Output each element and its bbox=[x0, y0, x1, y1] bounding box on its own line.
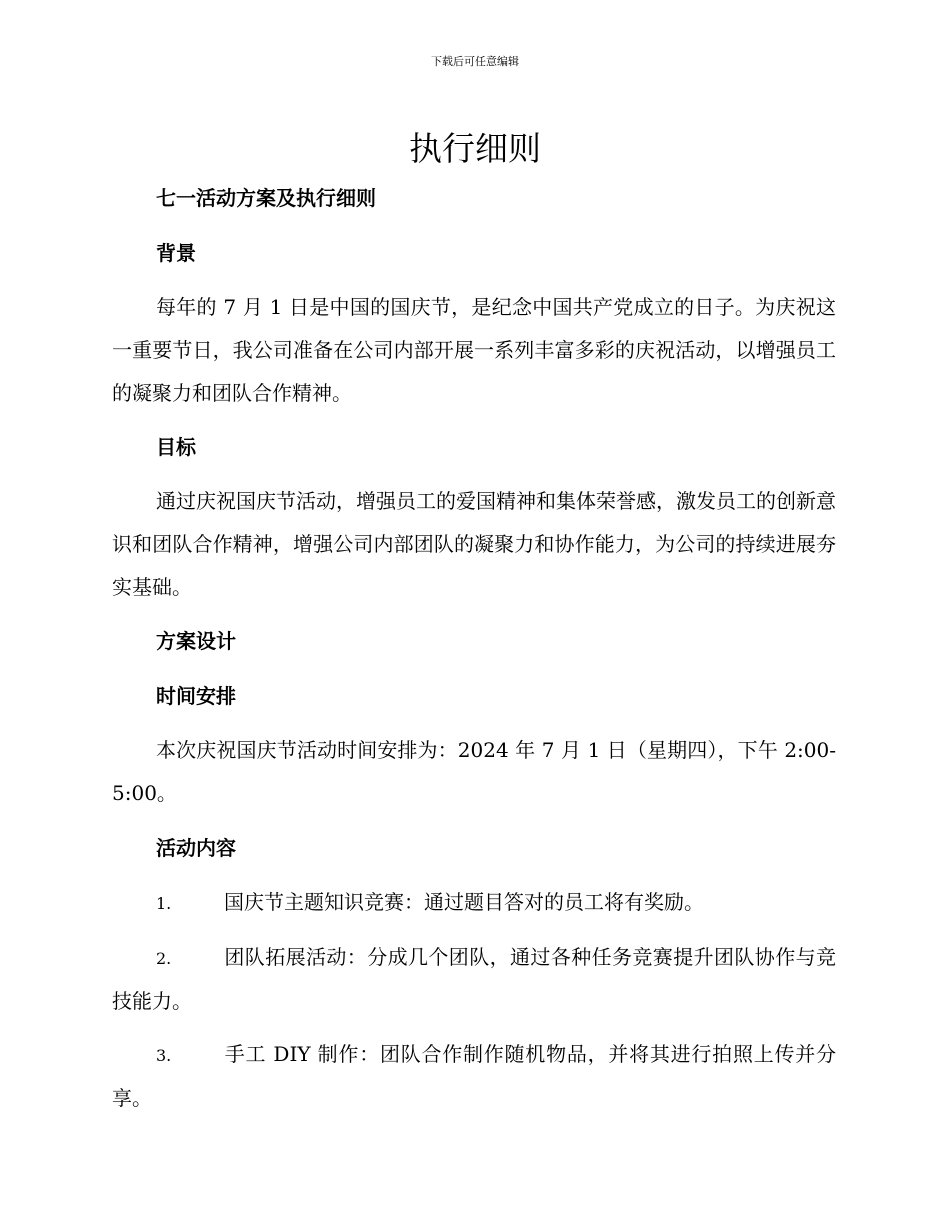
section-heading-background: 背景 bbox=[156, 241, 196, 265]
section-heading-schedule: 时间安排 bbox=[156, 684, 236, 708]
document-subtitle: 七一活动方案及执行细则 bbox=[156, 186, 376, 210]
list-item-text: 团队拓展活动：分成几个团队，通过各种任务竞赛提升团队协作与竞技能力。 bbox=[112, 945, 836, 1013]
list-item-number: 1. bbox=[156, 894, 172, 913]
list-item-text: 国庆节主题知识竞赛：通过题目答对的员工将有奖励。 bbox=[224, 890, 704, 914]
section-heading-goal: 目标 bbox=[156, 435, 196, 459]
list-item bbox=[112, 881, 836, 925]
list-item bbox=[112, 936, 836, 1023]
document-title: 执行细则 bbox=[409, 129, 541, 168]
paragraph-background: 每年的 7 月 1 日是中国的国庆节，是纪念中国共产党成立的日子。为庆祝这一重要节日，我公司准备在公司内部开展一系列丰富多彩的庆祝活动，以增强员工的凝聚力和团队合作精神。 bbox=[112, 295, 836, 405]
list-item-text: 手工 DIY 制作：团队合作制作随机物品，并将其进行拍照上传并分享。 bbox=[112, 1042, 836, 1110]
header-note: 下载后可任意编辑 bbox=[431, 55, 519, 68]
paragraph-goal: 通过庆祝国庆节活动，增强员工的爱国精神和集体荣誉感，激发员工的创新意识和团队合作精神，增强公司内部团队的凝聚力和协作能力，为公司的持续进展夯实基础。 bbox=[112, 489, 836, 599]
list-item-number: 2. bbox=[156, 949, 172, 968]
paragraph-schedule: 本次庆祝国庆节活动时间安排为：2024 年 7 月 1 日（星期四），下午 2:00-5:00。 bbox=[112, 738, 836, 805]
section-heading-plan: 方案设计 bbox=[156, 629, 236, 653]
list-item-number: 3. bbox=[156, 1046, 172, 1065]
list-item bbox=[112, 1033, 836, 1120]
section-heading-activities: 活动内容 bbox=[156, 836, 236, 860]
